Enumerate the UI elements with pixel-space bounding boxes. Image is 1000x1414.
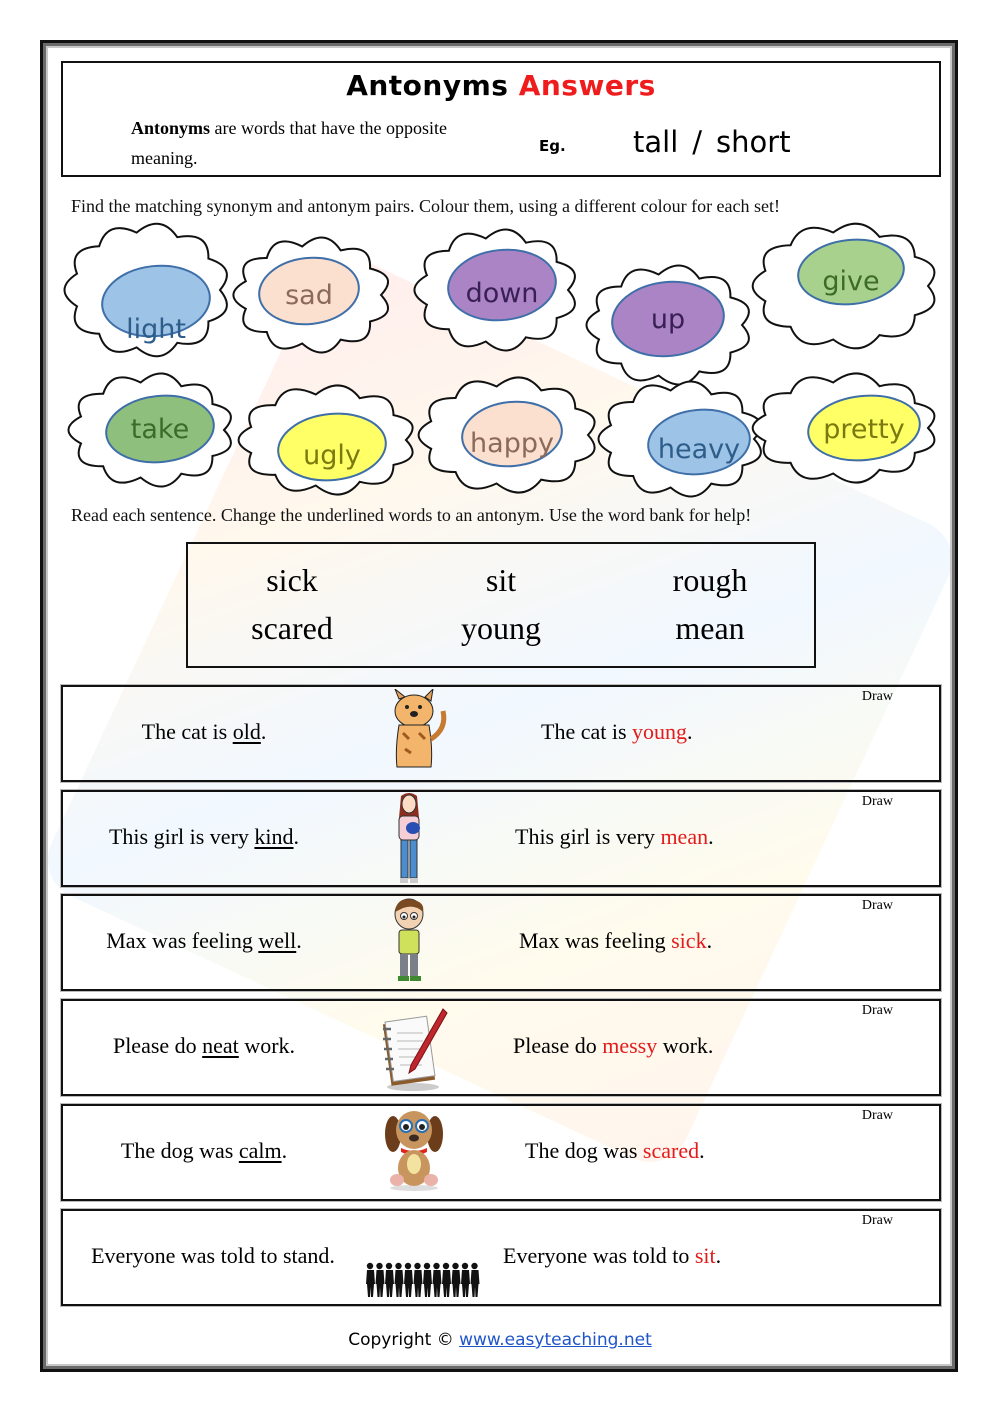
example-pair: [633, 125, 791, 159]
title-red: Answers: [518, 69, 656, 102]
answer-start: Max was feeling: [519, 928, 672, 953]
sentence-start: Please do: [112, 1033, 203, 1058]
girl-icon: [389, 792, 429, 884]
antonym-answer: sit: [694, 1243, 716, 1268]
definition: [131, 113, 461, 173]
cloud-word-label: heavy: [657, 434, 741, 465]
answer-start: Please do: [513, 1033, 603, 1058]
sentence-start: The cat is: [141, 719, 233, 744]
answer-sentence: [513, 1033, 713, 1059]
antonym-answer: messy: [602, 1033, 658, 1058]
answer-end: .: [708, 824, 714, 849]
notepad-icon: [375, 1007, 451, 1091]
original-sentence: [63, 1138, 345, 1164]
original-sentence: [63, 928, 345, 954]
draw-label: Draw: [861, 1213, 893, 1228]
example-word-1: tall: [633, 125, 679, 159]
original-sentence: [63, 824, 345, 850]
crowd-picture: [363, 1261, 483, 1301]
cloud-word-happy: [418, 376, 598, 494]
section2-instruction: Read each sentence. Change the underlined words to an antonym. Use the word bank for help!: [71, 505, 752, 525]
sentence-row: [61, 685, 941, 782]
answer-end: .: [699, 1138, 705, 1163]
cloud-word-heavy: [598, 380, 764, 498]
website-link[interactable]: www.easyteaching.net: [459, 1330, 652, 1350]
example-word-2: short: [716, 125, 791, 159]
draw-label: Draw: [861, 898, 893, 913]
draw-label: Draw: [861, 1003, 893, 1018]
sentence-end: .: [281, 1138, 288, 1163]
cloud-word-give: [752, 222, 938, 350]
sentence-row: [61, 1209, 941, 1306]
cloud-word-light: [64, 222, 230, 358]
page-title: [63, 69, 939, 102]
cloud-word-label: light: [126, 314, 186, 345]
underlined-word: calm: [238, 1138, 282, 1163]
sentence-start: This girl is very: [108, 824, 255, 849]
word-bank-item: sick: [266, 562, 318, 598]
sentence-row: [61, 894, 941, 991]
antonym-answer: mean: [660, 824, 709, 849]
sentence-start: The dog was: [120, 1138, 239, 1163]
cloud-word-sad: [233, 236, 391, 354]
answer-sentence: [519, 928, 712, 954]
example-slash: /: [692, 125, 703, 159]
word-bank-item: mean: [675, 610, 745, 646]
cat-icon: [381, 689, 451, 771]
cloud-word-label: down: [465, 278, 539, 309]
underlined-word: old: [232, 719, 261, 744]
original-sentence: [63, 1243, 363, 1269]
crowd-icon: [363, 1261, 483, 1297]
cloud-word-down: [414, 228, 578, 352]
header-box: [61, 61, 941, 177]
answer-sentence: [515, 824, 714, 850]
cloud-word-label: pretty: [823, 414, 905, 445]
sentence-end: .: [296, 928, 302, 953]
cloud-word-label: up: [650, 304, 686, 335]
antonym-answer: sick: [671, 928, 707, 953]
answer-end: .: [706, 928, 713, 953]
cloud-word-ugly: [238, 384, 416, 496]
sentence-end: work.: [238, 1033, 296, 1058]
answer-start: The dog was: [525, 1138, 643, 1163]
sentence-row: [61, 790, 941, 887]
word-bank-item: sit: [485, 562, 517, 598]
answer-sentence: [525, 1138, 705, 1164]
dog-picture: [381, 1108, 447, 1196]
word-bank-item: rough: [672, 562, 748, 598]
answer-sentence: [503, 1243, 721, 1269]
dog-icon: [381, 1108, 447, 1192]
cloud-word-take: [68, 372, 234, 488]
answer-start: This girl is very: [515, 824, 661, 849]
underlined-word: kind: [254, 824, 294, 849]
word-bank-item: scared: [251, 610, 333, 646]
answer-end: work.: [657, 1033, 714, 1058]
word-bank: [186, 542, 816, 668]
sentence-end: .: [260, 719, 267, 744]
cloud-word-label: happy: [470, 428, 554, 459]
antonym-answer: young: [632, 719, 688, 744]
cloud-word-label: ugly: [303, 440, 361, 471]
copyright-text: Copyright ©: [348, 1330, 460, 1350]
definition-text: are words that have the opposite meaning.: [131, 118, 447, 168]
footer: [0, 1330, 1000, 1350]
boy-picture: [389, 898, 429, 988]
cloud-word-label: take: [130, 414, 190, 445]
cat-picture: [381, 689, 451, 775]
title-black: Antonyms: [346, 69, 509, 102]
section1-instruction: Find the matching synonym and antonym pairs. Colour them, using a different colour for each set!: [71, 196, 781, 216]
answer-end: .: [715, 1243, 722, 1268]
sentence-row: [61, 1104, 941, 1201]
sentence-end: .: [293, 824, 300, 849]
sentence-start: Max was feeling: [106, 928, 259, 953]
answer-start: The cat is: [541, 719, 633, 744]
cloud-word-label: sad: [285, 280, 333, 311]
sentence-start: Everyone was told to stand.: [91, 1243, 335, 1268]
antonym-answer: scared: [642, 1138, 700, 1163]
example-label: Eg.: [539, 137, 566, 155]
cloud-word-up: [586, 264, 752, 386]
sentence-row: [61, 999, 941, 1096]
original-sentence: [63, 1033, 345, 1059]
boy-icon: [389, 898, 429, 984]
draw-label: Draw: [861, 689, 893, 704]
answer-start: Everyone was told to: [503, 1243, 695, 1268]
word-bank-item: young: [461, 610, 541, 646]
underlined-word: neat: [202, 1033, 239, 1058]
underlined-word: well: [258, 928, 297, 953]
cloud-word-pretty: [752, 372, 938, 484]
answer-end: .: [687, 719, 693, 744]
notepad-picture: [375, 1007, 451, 1095]
draw-label: Draw: [861, 794, 893, 809]
girl-picture: [389, 792, 429, 888]
draw-label: Draw: [861, 1108, 893, 1123]
answer-sentence: [541, 719, 693, 745]
original-sentence: [63, 719, 345, 745]
definition-term: Antonyms: [131, 118, 211, 138]
cloud-word-label: give: [822, 266, 880, 297]
